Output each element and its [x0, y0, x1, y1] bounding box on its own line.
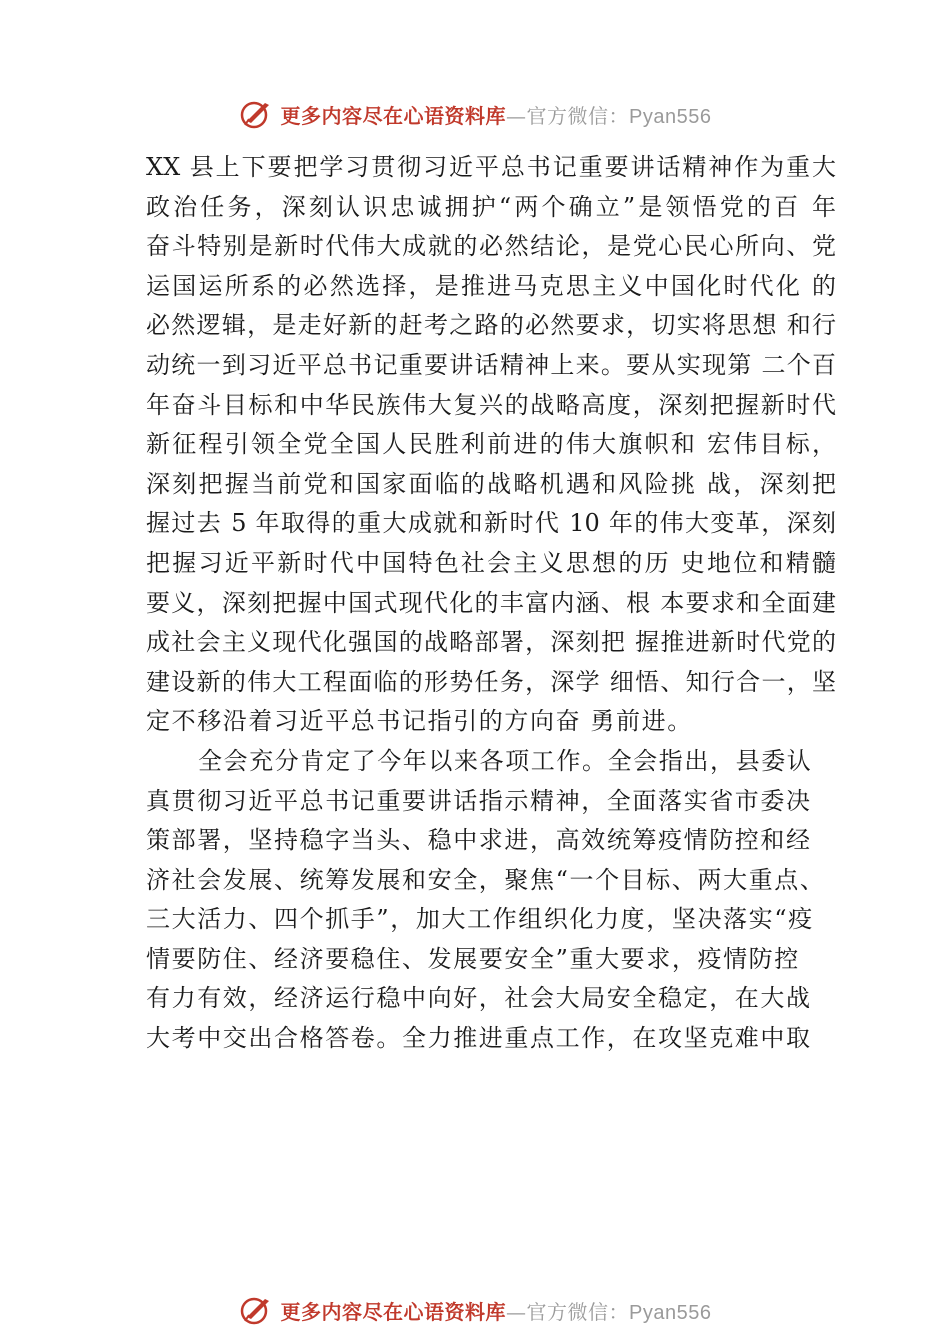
text-line: 运国运所系的必然选择，是推进马克思主义中国化时代化 的 — [146, 271, 836, 300]
text-line: 成社会主义现代化强国的战略部署，深刻把 握推进新时代党的 — [146, 628, 836, 657]
text-line: 定不移沿着习近平总书记指引的方向奋 勇前进。 — [146, 707, 693, 736]
header-banner — [0, 94, 950, 134]
banner-slogan: 更多内容尽在心语资料库 — [280, 1299, 507, 1324]
banner-wechat-label: 官方微信： — [526, 1299, 630, 1324]
text-line: 策部署，坚持稳字当头、稳中求进，高效统筹疫情防控和经 — [146, 826, 812, 855]
text-line: 建设新的伟大工程面临的形势任务，深学 细悟、知行合一，坚 — [146, 667, 836, 696]
text-line: 济社会发展、统筹发展和安全，聚焦“一个目标、两大重点、 — [146, 865, 826, 894]
text-line: XX 县上下要把学习贯彻习近平总书记重要讲话精神作为重大 — [146, 153, 836, 181]
banner-wechat-id: Pyan556 — [629, 1301, 712, 1324]
quill-seal-icon — [239, 97, 273, 131]
text-line: 大考中交出合格答卷。全力推进重点工作，在攻坚克难中取 — [146, 1024, 812, 1053]
banner-wechat-id: Pyan556 — [629, 105, 712, 128]
footer-banner — [0, 1290, 950, 1330]
text-line: 握过去 5 年取得的重大成就和新时代 10 年的伟大变革，深刻 — [146, 509, 836, 538]
banner-slogan: 更多内容尽在心语资料库 — [280, 103, 507, 128]
quill-seal-icon — [239, 1293, 273, 1327]
text-line: 有力有效，经济运行稳中向好，社会大局安全稳定，在大战 — [146, 984, 812, 1013]
text-line: 年奋斗目标和中华民族伟大复兴的战略高度，深刻把握新时代 — [146, 390, 836, 419]
banner-wechat-label: 官方微信： — [526, 103, 630, 128]
text-line: 情要防住、经济要稳住、发展要安全”重大要求，疫情防控 — [146, 944, 800, 973]
paragraph-2 — [146, 742, 836, 1059]
text-line: 动统一到习近平总书记重要讲话精神上来。要从实现第 二个百 — [146, 350, 836, 379]
text-line: 深刻把握当前党和国家面临的战略机遇和风险挑 战，深刻把 — [146, 469, 836, 498]
paragraph-1 — [146, 148, 836, 742]
text-line: 把握习近平新时代中国特色社会主义思想的历 史地位和精髓 — [146, 548, 836, 577]
text-line: 新征程引领全党全国人民胜利前进的伟大旗帜和 宏伟目标， — [146, 430, 836, 459]
text-line: 必然逻辑，是走好新的赶考之路的必然要求，切实将思想 和行 — [146, 311, 836, 340]
text-line: 奋斗特别是新时代伟大成就的必然结论，是党心民心所向、党 — [146, 232, 836, 261]
document-body — [146, 148, 836, 1059]
banner-dash: — — [506, 103, 527, 128]
text-line: 三大活力、四个抓手”，加大工作组织化力度，坚决落实“疫 — [146, 905, 814, 934]
text-line: 全会充分肯定了今年以来各项工作。全会指出，县委认 — [198, 746, 813, 775]
text-line: 要义，深刻把握中国式现代化的丰富内涵、根 本要求和全面建 — [146, 588, 836, 617]
text-line: 政治任务，深刻认识忠诚拥护“两个确立”是领悟党的百 年 — [146, 192, 836, 221]
banner-dash: — — [506, 1299, 527, 1324]
text-line: 真贯彻习近平总书记重要讲话指示精神，全面落实省市委决 — [146, 786, 812, 815]
